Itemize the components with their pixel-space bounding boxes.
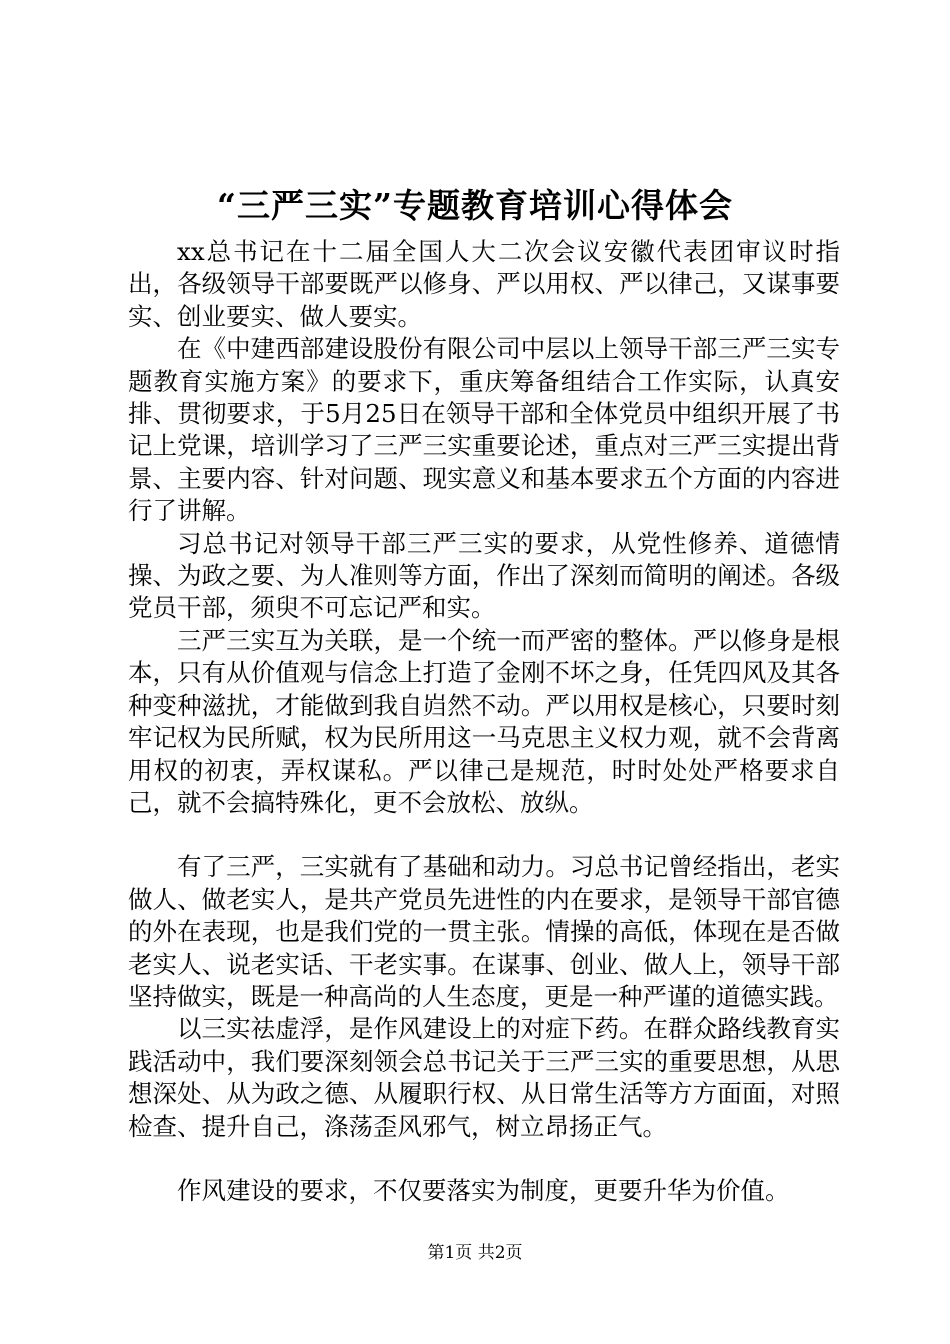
paragraph: xx总书记在十二届全国人大二次会议安徽代表团审议时指出，各级领导干部要既严以修身、严以用权、严以律己，又谋事要实、创业要实、做人要实。 [128, 237, 840, 331]
document-body [128, 236, 840, 1207]
paragraph: 在《中建西部建设股份有限公司中层以上领导干部三严三实专题教育实施方案》的要求下，重庆筹备组结合工作实际，认真安排、贯彻要求，于5月25日在领导干部和全体党员中组织开展了书记上党课，培训学习了三严三实重要论述，重点对三严三实提出背景、主要内容、针对问题、现实意义和基本要求五个方面的内容进行了讲解。 [128, 334, 840, 526]
page-number: 第1页 共2页 [427, 1243, 523, 1263]
paragraph: 以三实祛虚浮，是作风建设上的对症下药。在群众路线教育实践活动中，我们要深刻领会总书记关于三严三实的重要思想，从思想深处、从为政之德、从履职行权、从日常生活等方方面面，对照检查、提升自己，涤荡歪风邪气，树立昂扬正气。 [128, 1014, 840, 1141]
paragraph: 有了三严，三实就有了基础和动力。习总书记曾经指出，老实做人、做老实人，是共产党员先进性的内在要求，是领导干部官德的外在表现，也是我们党的一贯主张。情操的高低，体现在是否做老实人、说老实话、干老实事。在谋事、创业、做人上，领导干部坚持做实，既是一种高尚的人生态度，更是一种严谨的道德实践。 [128, 852, 840, 1011]
paragraph: 三严三实互为关联，是一个统一而严密的整体。严以修身是根本，只有从价值观与信念上打造了金刚不坏之身，任凭四风及其各种变种滋扰，才能做到我自岿然不动。严以用权是核心，只要时刻牢记权为民所赋，权为民所用这一马克思主义权力观，就不会背离用权的初衷，弄权谋私。严以律己是规范，时时处处严格要求自己，就不会搞特殊化，更不会放松、放纵。 [128, 625, 840, 817]
document-title: “三严三实”专题教育培训心得体会 [217, 186, 733, 225]
paragraph: 习总书记对领导干部三严三实的要求，从党性修养、道德情操、为政之要、为人准则等方面，作出了深刻而简明的阐述。各级党员干部，须臾不可忘记严和实。 [128, 528, 840, 623]
paragraph: 作风建设的要求，不仅要落实为制度，更要升华为价值。 [177, 1175, 790, 1205]
